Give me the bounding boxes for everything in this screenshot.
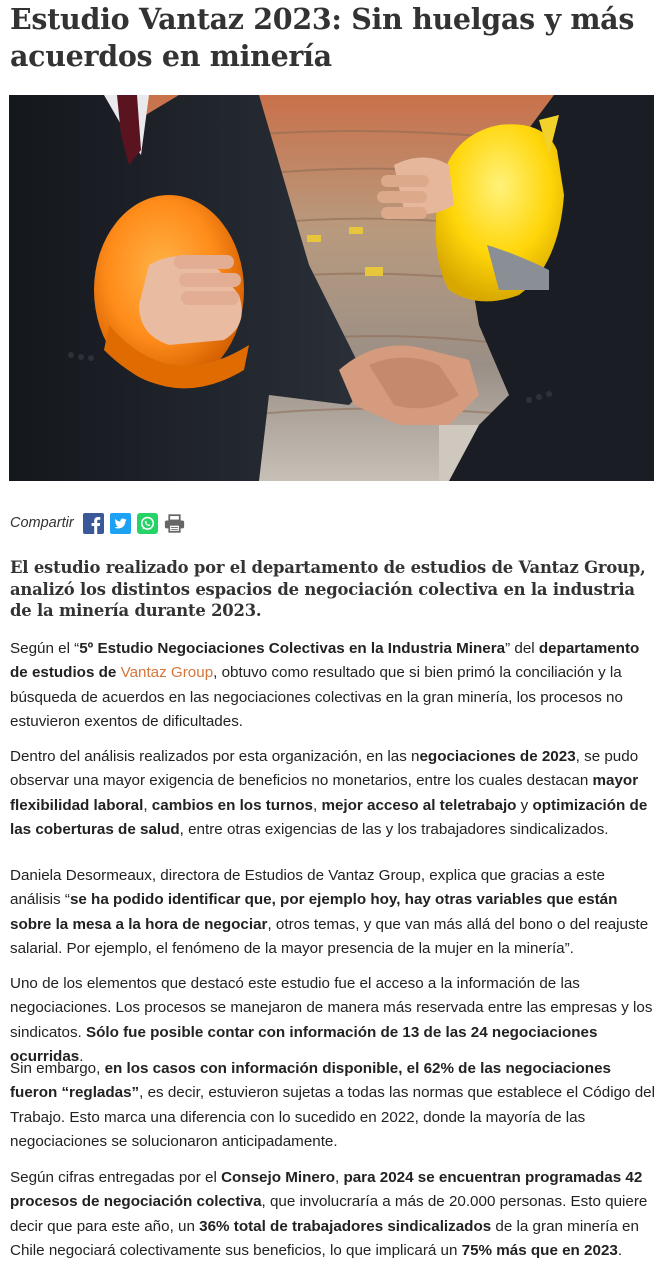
whatsapp-icon[interactable] (137, 513, 158, 534)
paragraph-6: Según cifras entregadas por el Consejo Minero, para 2024 se encuentran programadas 42 procesos de negociación colectiva, que involucraría a más de 20.000 personas. Esto quiere decir que para este año, un 36% total de trabajadores sindicalizados de la gran minería en Chile negociará colectivamente sus beneficios, lo que implicará un 75% más que en 2023. (10, 1169, 648, 1259)
paragraph-3: Daniela Desormeaux, directora de Estudios de Vantaz Group, explica que gracias a este análisis “se ha podido identificar que, por ejemplo hoy, hay otras variables que están sobre la mesa a la hora de negociar, otros temas, y que van más allá del bono o del reajuste salarial. Por ejemplo, el fenómeno de la mayor presencia de la mujer en la minería”. (10, 867, 649, 957)
twitter-icon[interactable] (110, 513, 131, 534)
vantaz-group-link[interactable]: Vantaz Group (120, 664, 214, 682)
paragraph-5: Sin embargo, en los casos con información disponible, el 62% de las negociaciones fueron “regladas”, es decir, estuvieron sujetas a todas las normas que establece el Código del Trabajo. Esto marca una diferencia con lo sucedido en 2022, donde la mayoría de las negociaciones se solucionaron anticipadamente. (10, 1060, 655, 1150)
print-icon[interactable] (164, 513, 185, 534)
paragraph-1: Según el “5º Estudio Negociaciones Colectivas en la Industria Minera” del departamento de estudios de Vantaz Group, obtuvo como resultado que si bien primó la conciliación y la búsqueda de acuerdos en las negociaciones colectivas en la gran minería, los procesos no estuvieron exentos de dificultades. (10, 640, 640, 730)
paragraph-4: Uno de los elementos que destacó este estudio fue el acceso a la información de las negociaciones. Los procesos se manejaron de manera más reservada entre las empresas y los sindicatos. Sólo fue posible contar con información de 13 de las 24 negociaciones ocurridas. (10, 975, 653, 1065)
article-hero-image (9, 95, 654, 481)
facebook-icon[interactable] (83, 513, 104, 534)
article-lead: El estudio realizado por el departamento de estudios de Vantaz Group, analizó los distintos espacios de negociación colectiva en la industria de la minería durante 2023. (10, 558, 646, 620)
share-label: Compartir (10, 515, 74, 531)
share-bar (10, 509, 185, 537)
paragraph-2: Dentro del análisis realizados por esta organización, en las negociaciones de 2023, se pudo observar una mayor exigencia de beneficios no monetarios, entre los cuales destacan mayor flexibilidad laboral, cambios en los turnos, mejor acceso al teletrabajo y optimización de las coberturas de salud, entre otras exigencias de las y los trabajadores sindicalizados. (10, 748, 648, 838)
article-title: Estudio Vantaz 2023: Sin huelgas y más acuerdos en minería (10, 2, 635, 73)
